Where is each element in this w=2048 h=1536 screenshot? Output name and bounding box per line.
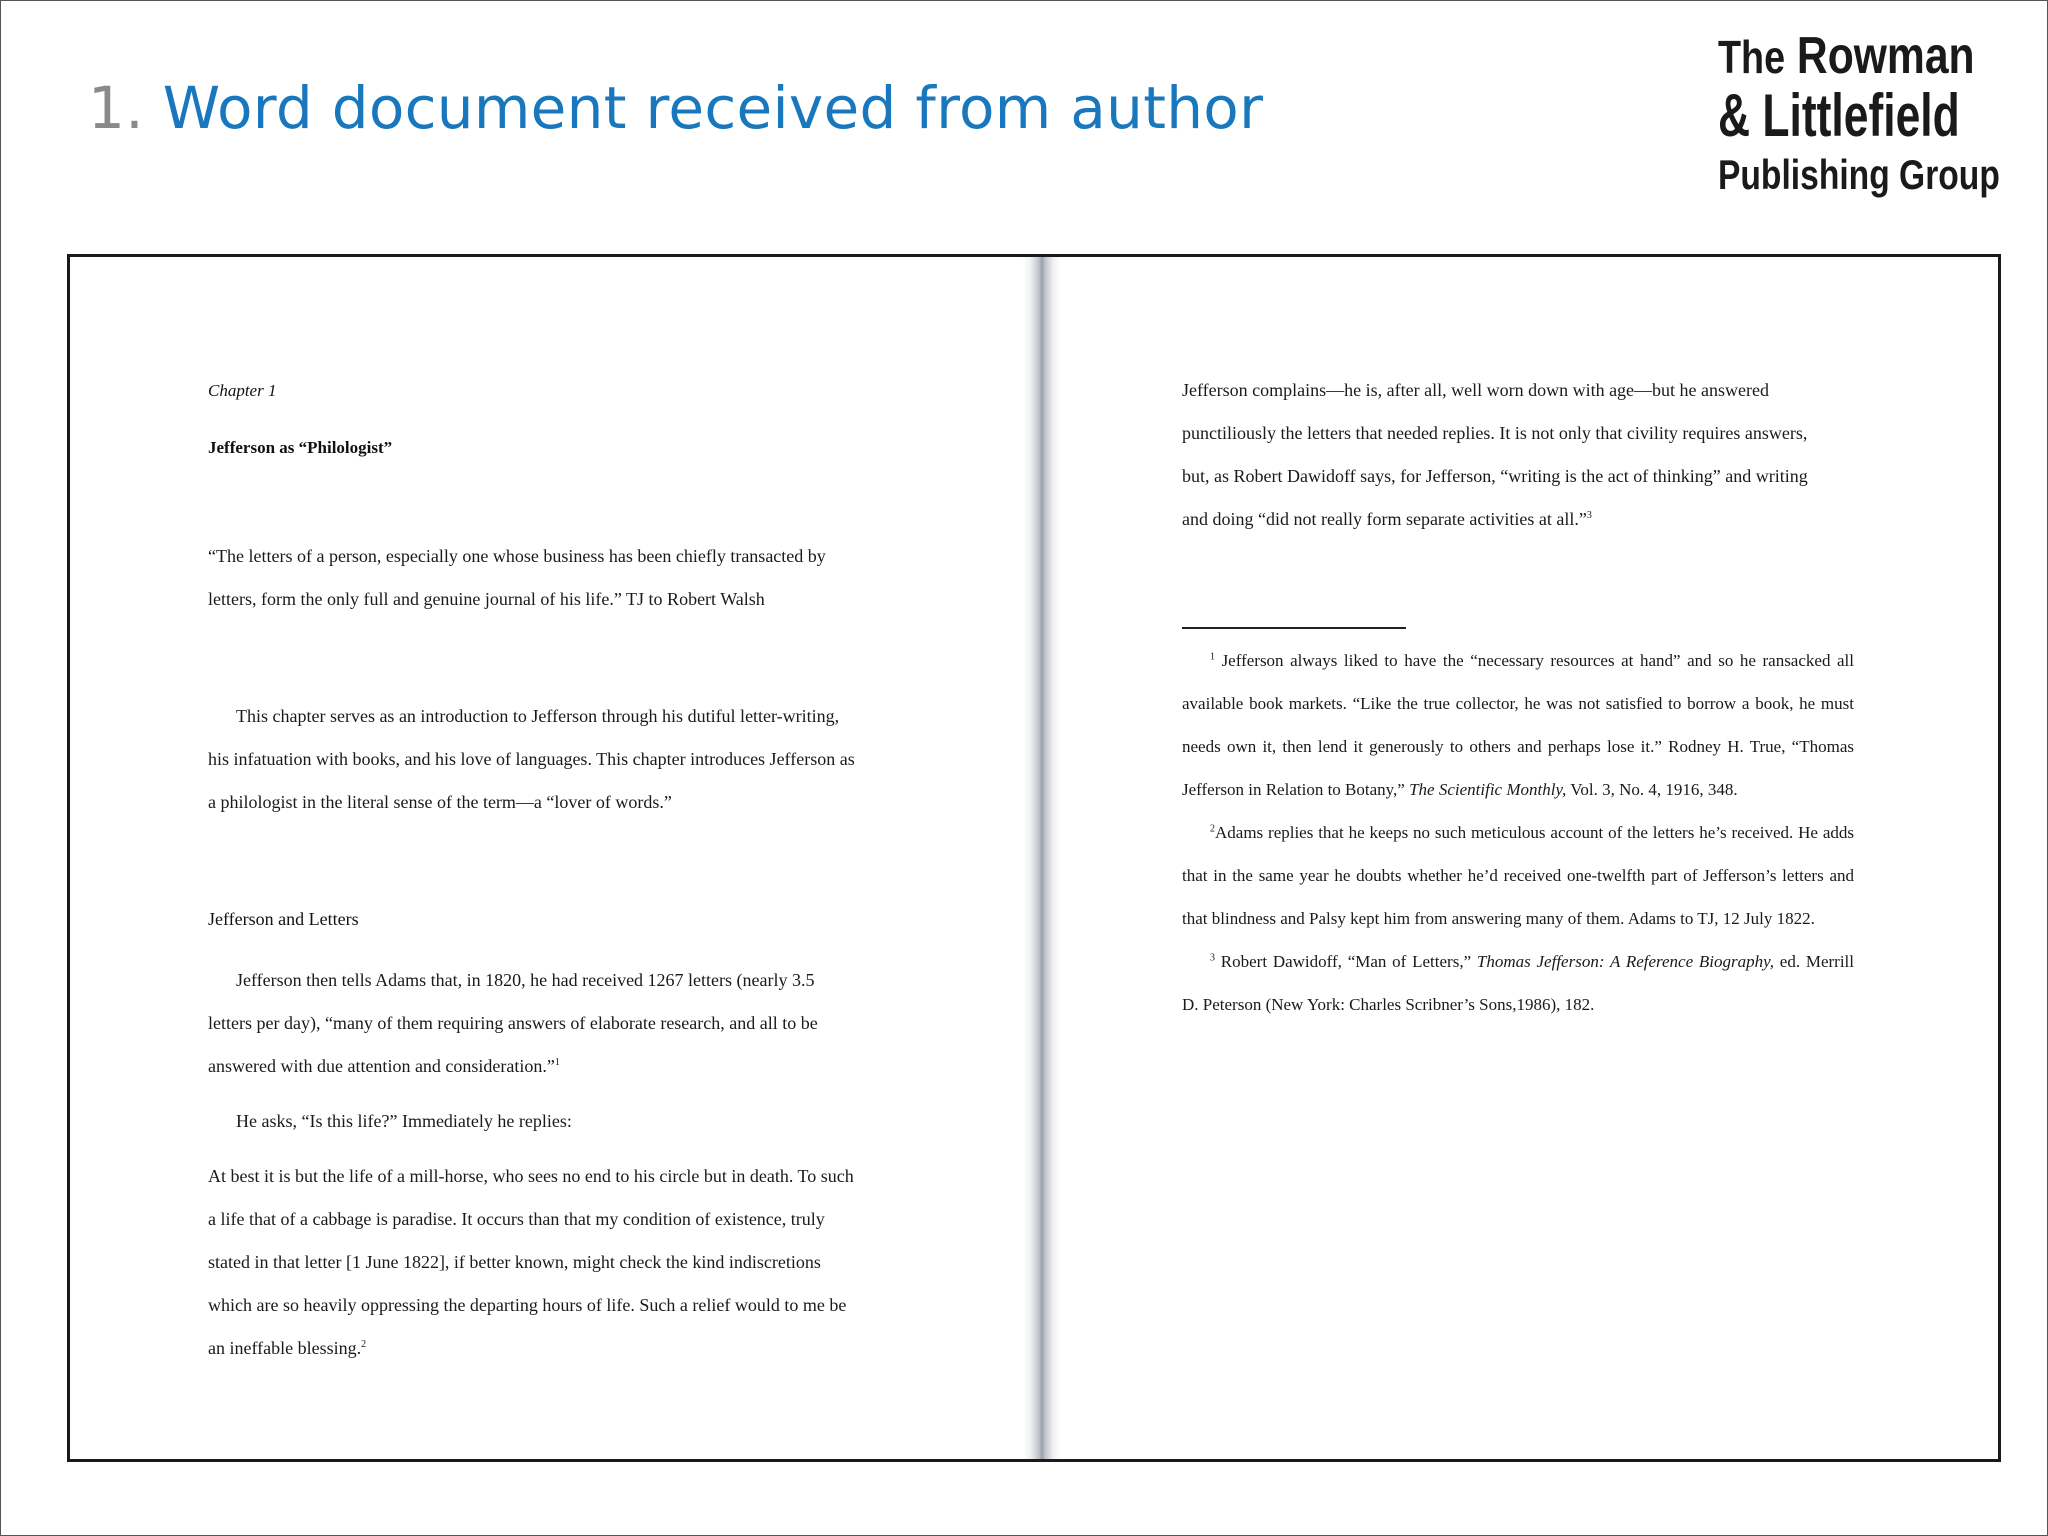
slide-title xyxy=(88,74,1263,142)
intro-line: his infatuation with books, and his love of languages. This chapter introduces Jefferson as xyxy=(208,749,855,769)
footnote-ref[interactable]: 3 xyxy=(1586,510,1592,521)
right-page-content xyxy=(1182,369,1854,1026)
logo-line-3: Publishing Group xyxy=(1718,151,2000,198)
right-page xyxy=(1062,257,1998,1459)
quote-line: an ineffable blessing.$^2$ xyxy=(208,1338,367,1358)
letters-paragraph xyxy=(208,959,884,1088)
letters-line: Jefferson then tells Adams that, in 1820, he had received 1267 letters (nearly 3.5 xyxy=(236,970,815,990)
continuation-line: but, as Robert Dawidoff says, for Jefferson, “writing is the act of thinking” and writing xyxy=(1182,466,1808,486)
chapter-title: Jefferson as “Philologist” xyxy=(208,438,393,457)
continuation-line: and doing “did not really form separate activities at all.”$^3$ xyxy=(1182,509,1592,529)
chapter-label: Chapter 1 xyxy=(208,381,277,400)
intro-paragraph xyxy=(208,695,884,824)
footnote-ref[interactable]: 1 xyxy=(554,1057,560,1068)
quote-line: At best it is but the life of a mill-horse, who sees no end to his circle but in death. To such xyxy=(208,1166,854,1186)
question-paragraph: He asks, “Is this life?” Immediately he replies: xyxy=(236,1111,572,1131)
footnote-ref[interactable]: 2 xyxy=(361,1339,367,1350)
continuation-paragraph xyxy=(1182,369,1854,541)
logo-line-2: & Littlefield xyxy=(1718,82,1960,149)
logo-line-1: The Rowman xyxy=(1718,27,1975,85)
continuation-line: Jefferson complains—he is, after all, well worn down with age—but he answered xyxy=(1182,380,1770,400)
epigraph xyxy=(208,535,884,621)
left-page-content xyxy=(208,369,884,1370)
intro-line: This chapter serves as an introduction to Jefferson through his dutiful letter-writing, xyxy=(236,706,840,726)
intro-line: a philologist in the literal sense of the term—a “lover of words.” xyxy=(208,792,672,812)
section-heading: Jefferson and Letters xyxy=(208,909,359,929)
footnote-separator xyxy=(1182,627,1406,629)
word-document-view xyxy=(67,254,2001,1462)
letters-line: answered with due attention and consideration.”$^1$ xyxy=(208,1056,560,1076)
letters-line: letters per day), “many of them requiring answers of elaborate research, and all to be xyxy=(208,1013,818,1033)
footnote-3: $^3$ Robert Dawidoff, “Man of Letters,” Thomas Jefferson: A Reference Biography, ed. Merrill D. Peterson (New York: Charles Scribner’s Sons,1986), 182. xyxy=(1182,952,1855,1014)
block-quote xyxy=(208,1155,884,1370)
continuation-line: punctiliously the letters that needed replies. It is not only that civility requires answers, xyxy=(1182,423,1808,443)
quote-line: which are so heavily oppressing the departing hours of life. Such a relief would to me be xyxy=(208,1295,847,1315)
quote-line: a life that of a cabbage is paradise. It occurs than that my condition of existence, truly xyxy=(208,1209,825,1229)
left-page xyxy=(70,257,1022,1459)
publisher-logo xyxy=(1718,27,2018,198)
epigraph-line: “The letters of a person, especially one whose business has been chiefly transacted by xyxy=(208,546,826,566)
slide-number: 1. xyxy=(88,74,144,142)
epigraph-line: letters, form the only full and genuine journal of his life.” TJ to Robert Walsh xyxy=(208,589,765,609)
page-divider xyxy=(1023,257,1061,1459)
quote-line: stated in that letter [1 June 1822], if better known, might check the kind indiscretions xyxy=(208,1252,821,1272)
footnote-2: $^2$Adams replies that he keeps no such meticulous account of the letters he’s received. He adds that in the same year he doubts whether he’d received one-twelfth part of Jefferson’s letters and that blindness and Palsy kept him from answering many of them. Adams to TJ, 12 July 1822. xyxy=(1182,823,1854,928)
footnote-1: $^1$ Jefferson always liked to have the “necessary resources at hand” and so he ransacked all available book markets. “Like the true collector, he was not satisfied to borrow a book, he must needs own it, then lend it generously to others and perhaps lose it.” Rodney H. True, “Thomas Jefferson in Relation to Botany,” The Scientific Monthly, Vol. 3, No. 4, 1916, 348. xyxy=(1182,651,1854,799)
slide-title-text: Word document received from author xyxy=(162,74,1264,142)
